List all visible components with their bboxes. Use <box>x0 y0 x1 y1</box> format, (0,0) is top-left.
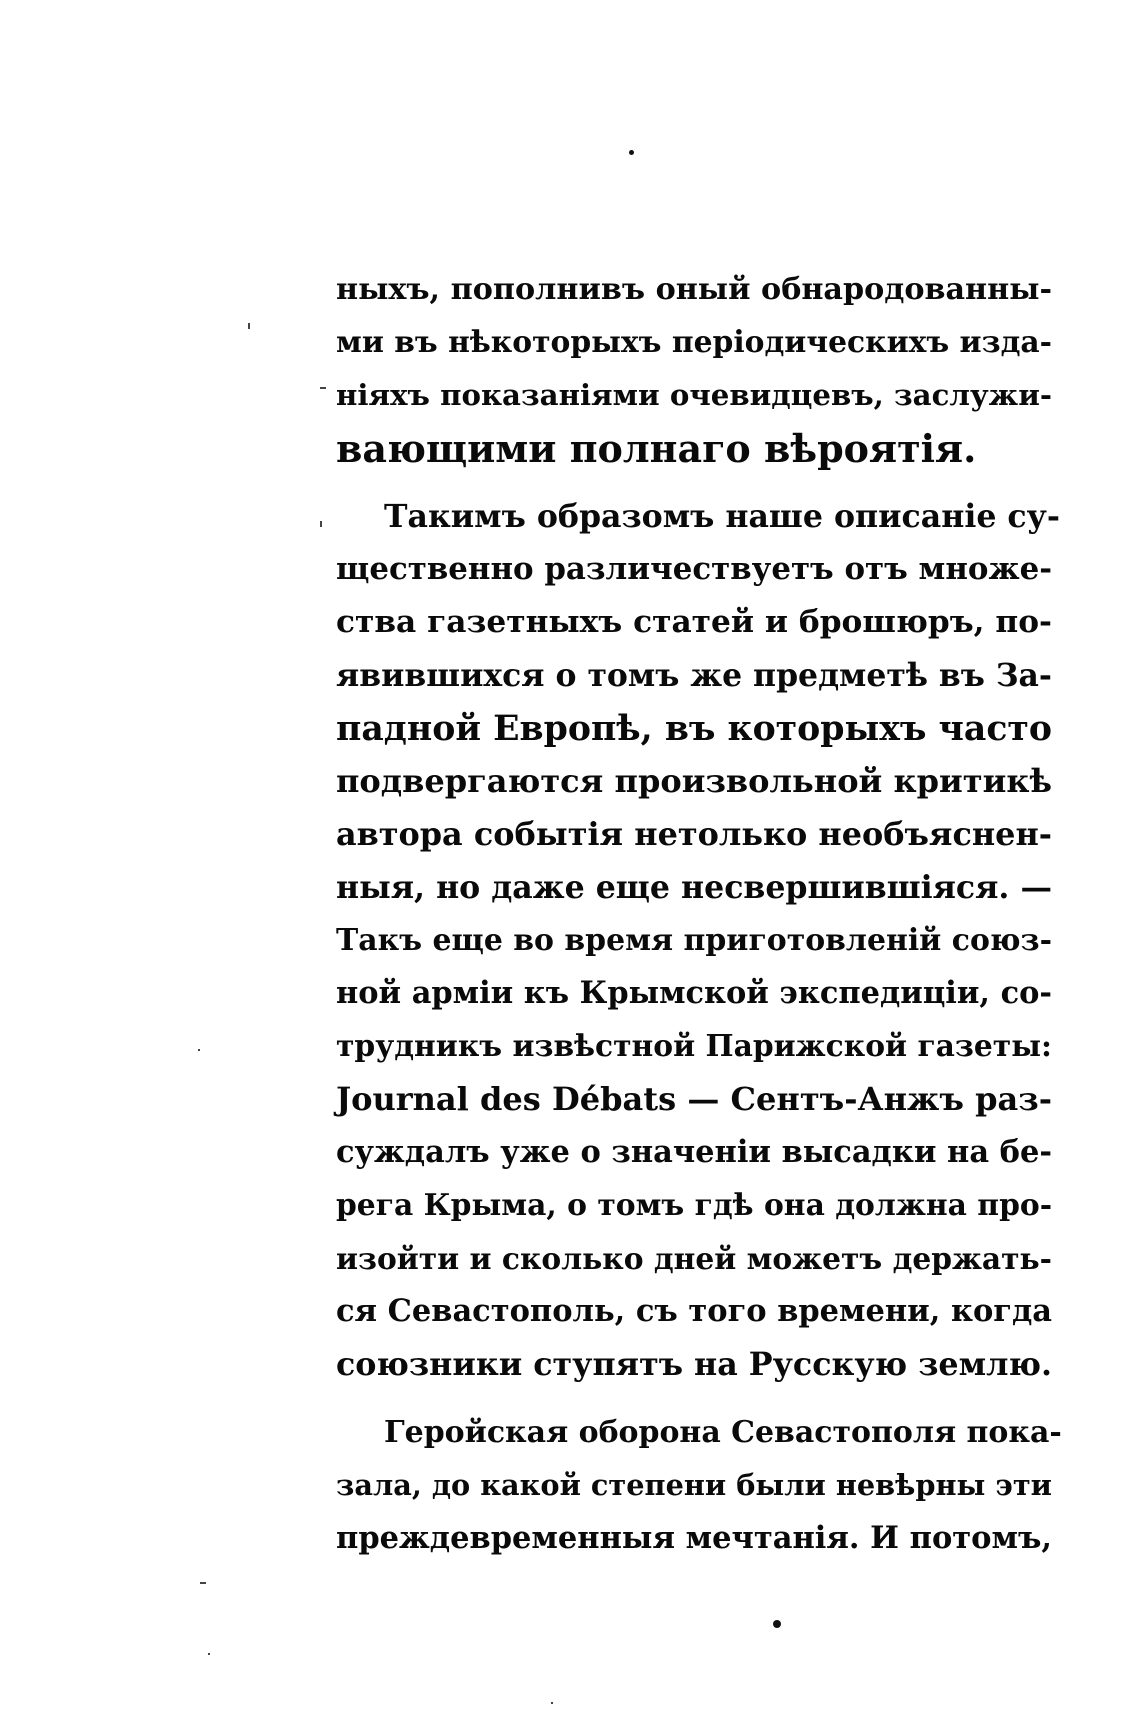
text-line: рега Крыма, о томъ гдѣ она должна про- <box>336 1188 1053 1223</box>
text-line: падной Европѣ, въ которыхъ часто <box>336 708 1052 749</box>
text-line: изойти и сколько дней можетъ держать- <box>336 1241 1052 1276</box>
text-line: явившихся о томъ же предметѣ въ За- <box>336 657 1052 694</box>
text-line: зала, до какой степени были невѣрны эти <box>336 1468 1052 1502</box>
text-line: преждевременныя мечтанія. И потомъ, <box>336 1520 1052 1556</box>
ink-speck <box>629 150 634 155</box>
paragraph <box>336 1406 1062 1565</box>
text-line: Journal des Débats — Сентъ-Анжъ раз- <box>336 1080 1052 1118</box>
text-line: Геройская оборона Севастополя пока- <box>384 1415 1062 1450</box>
text-line: Такъ еще во время приготовленій союз- <box>336 923 1052 958</box>
scan-mark <box>208 1653 210 1655</box>
text-line: щественно различествуетъ отъ множе- <box>336 551 1052 587</box>
scan-mark <box>198 1049 200 1051</box>
scan-mark <box>320 521 322 527</box>
text-line: Такимъ образомъ наше описаніе су- <box>384 498 1060 535</box>
text-line: автора событія нетолько необъяснен- <box>336 815 1052 853</box>
text-line: трудникъ извѣстной Парижской газеты: <box>336 1029 1052 1064</box>
text-line: ныхъ, пополнивъ оный обнародованны- <box>336 272 1052 307</box>
body-text <box>336 263 1062 1565</box>
scan-mark <box>320 387 326 389</box>
text-line: суждалъ уже о значеніи высадки на бе- <box>336 1134 1052 1170</box>
text-line: ніяхъ показаніями очевидцевъ, заслужи- <box>336 378 1052 412</box>
ink-speck <box>773 1620 781 1628</box>
text-line: союзники ступятъ на Русскую землю. <box>336 1346 1052 1383</box>
scan-mark <box>248 323 250 329</box>
text-line: подвергаются произвольной критикѣ <box>336 762 1052 800</box>
text-line: ся Севастополь, съ того времени, когда <box>336 1293 1052 1329</box>
paragraph <box>336 490 1060 1391</box>
text-line: ми въ нѣкоторыхъ періодическихъ изда- <box>336 325 1052 360</box>
text-line: вающими полнаго вѣроятія. <box>336 426 977 471</box>
text-line: ныя, но даже еще несвершившіяся. — <box>336 869 1052 906</box>
text-line: ной арміи къ Крымской экспедиціи, со- <box>336 975 1052 1011</box>
text-line: ства газетныхъ статей и брошюръ, по- <box>336 604 1052 640</box>
scan-mark <box>200 1582 206 1584</box>
scan-mark <box>551 1702 553 1704</box>
paragraph <box>336 263 1052 475</box>
